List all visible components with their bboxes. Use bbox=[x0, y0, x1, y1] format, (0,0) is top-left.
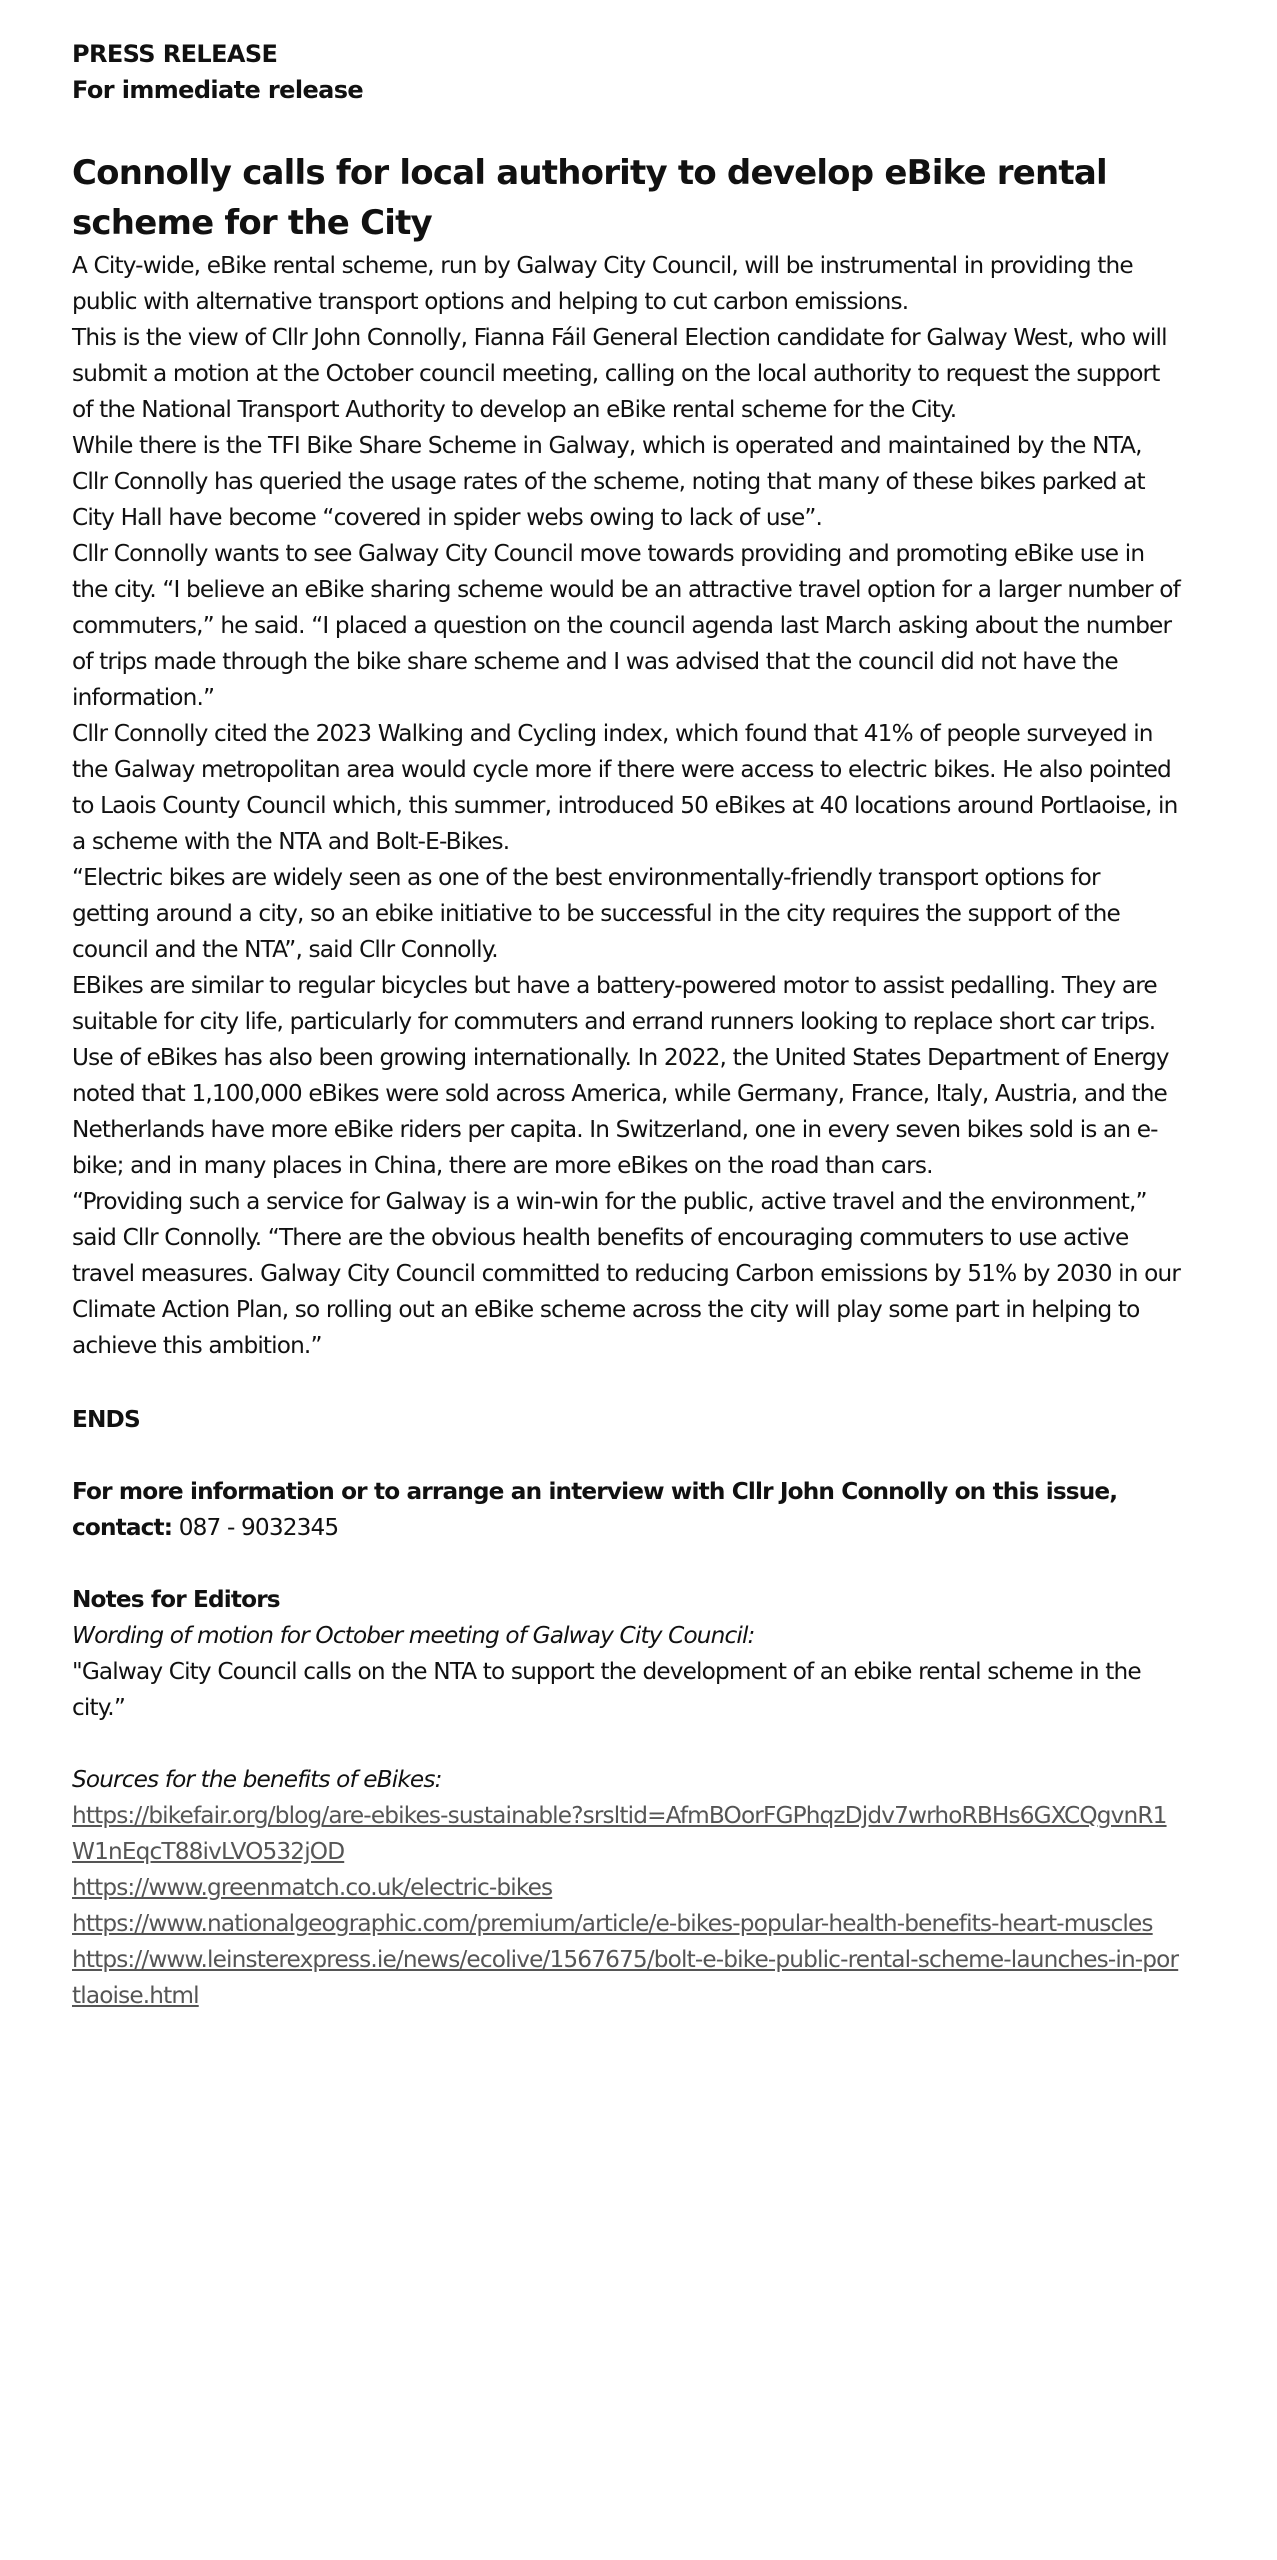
motion-label: Wording of motion for October meeting of Galway City Council: bbox=[72, 1622, 755, 1649]
source-link-bikefair[interactable]: https://bikefair.org/blog/are-ebikes-sustainable?srsltid=AfmBOorFGPhqzDjdv7wrhoRBHs6GXCQgvnR1W1nEqcT88ivLVO532jOD bbox=[72, 1802, 1167, 1865]
paragraph-tfi-scheme: While there is the TFI Bike Share Scheme in Galway, which is operated and maintained by the NTA, Cllr Connolly has queried the usage rates of the scheme, noting that many of these bikes parked at City Hall have become “covered in spider webs owing to lack of use”. bbox=[72, 432, 1145, 531]
paragraph-intro: A City-wide, eBike rental scheme, run by Galway City Council, will be instrumental in providing the public with alternative transport options and helping to cut carbon emissions. bbox=[72, 252, 1133, 315]
ends-marker: ENDS bbox=[72, 1406, 140, 1433]
paragraph-quote-3: “Providing such a service for Galway is a win-win for the public, active travel and the environment,” said Cllr Connolly. “There are the obvious health benefits of encouraging commuters to use active travel measures. Galway City Council committed to reducing Carbon emissions by 51% by 2030 in our Climate Action Plan, so rolling out an eBike scheme across the city will play some part in helping to achieve this ambition.” bbox=[72, 1188, 1181, 1359]
source-link-greenmatch[interactable]: https://www.greenmatch.co.uk/electric-bikes bbox=[72, 1874, 553, 1901]
headline: Connolly calls for local authority to develop eBike rental scheme for the City bbox=[72, 153, 1107, 243]
contact-label: For more information or to arrange an interview with Cllr John Connolly on this issue, contact: bbox=[72, 1478, 1118, 1541]
sources-label: Sources for the benefits of eBikes: bbox=[72, 1766, 442, 1793]
motion-text: "Galway City Council calls on the NTA to support the development of an ebike rental scheme in the city.” bbox=[72, 1658, 1141, 1721]
paragraph-quote-1: Cllr Connolly wants to see Galway City Council move towards providing and promoting eBike use in the city. “I believe an eBike sharing scheme would be an attractive travel option for a larger number of commuters,” he said. “I placed a question on the council agenda last March asking about the number of trips made through the bike share scheme and I was advised that the council did not have the information.” bbox=[72, 540, 1180, 711]
paragraph-view: This is the view of Cllr John Connolly, Fianna Fáil General Election candidate for Galway West, who will submit a motion at the October council meeting, calling on the local authority to request the support of the National Transport Authority to develop an eBike rental scheme for the City. bbox=[72, 324, 1167, 423]
sources-list bbox=[72, 1798, 1182, 2014]
paragraph-ebike-description: EBikes are similar to regular bicycles but have a battery-powered motor to assist pedalling. They are suitable for city life, particularly for commuters and errand runners looking to replace short car trips. bbox=[72, 972, 1157, 1035]
contact-info bbox=[72, 1474, 1182, 1546]
press-release-label: PRESS RELEASE bbox=[72, 40, 278, 68]
paragraph-quote-2: “Electric bikes are widely seen as one of the best environmentally-friendly transport options for getting around a city, so an ebike initiative to be successful in the city requires the support of the council and the NTA”, said Cllr Connolly. bbox=[72, 864, 1120, 963]
notes-for-editors-title: Notes for Editors bbox=[72, 1586, 280, 1613]
source-link-nationalgeographic[interactable]: https://www.nationalgeographic.com/premium/article/e-bikes-popular-health-benefits-heart-muscles bbox=[72, 1910, 1153, 1937]
source-link-leinsterexpress[interactable]: https://www.leinsterexpress.ie/news/ecolive/1567675/bolt-e-bike-public-rental-scheme-launches-in-portlaoise.html bbox=[72, 1946, 1179, 2009]
contact-phone: 087 - 9032345 bbox=[178, 1514, 339, 1541]
paragraph-international: Use of eBikes has also been growing internationally. In 2022, the United States Department of Energy noted that 1,100,000 eBikes were sold across America, while Germany, France, Italy, Austria, and the Netherlands have more eBike riders per capita. In Switzerland, one in every seven bikes sold is an e-bike; and in many places in China, there are more eBikes on the road than cars. bbox=[72, 1044, 1169, 1179]
press-release-document bbox=[72, 36, 1182, 2014]
release-timing-label: For immediate release bbox=[72, 76, 364, 104]
paragraph-index: Cllr Connolly cited the 2023 Walking and Cycling index, which found that 41% of people surveyed in the Galway metropolitan area would cycle more if there were access to electric bikes. He also pointed to Laois County Council which, this summer, introduced 50 eBikes at 40 locations around Portlaoise, in a scheme with the NTA and Bolt-E-Bikes. bbox=[72, 720, 1178, 855]
